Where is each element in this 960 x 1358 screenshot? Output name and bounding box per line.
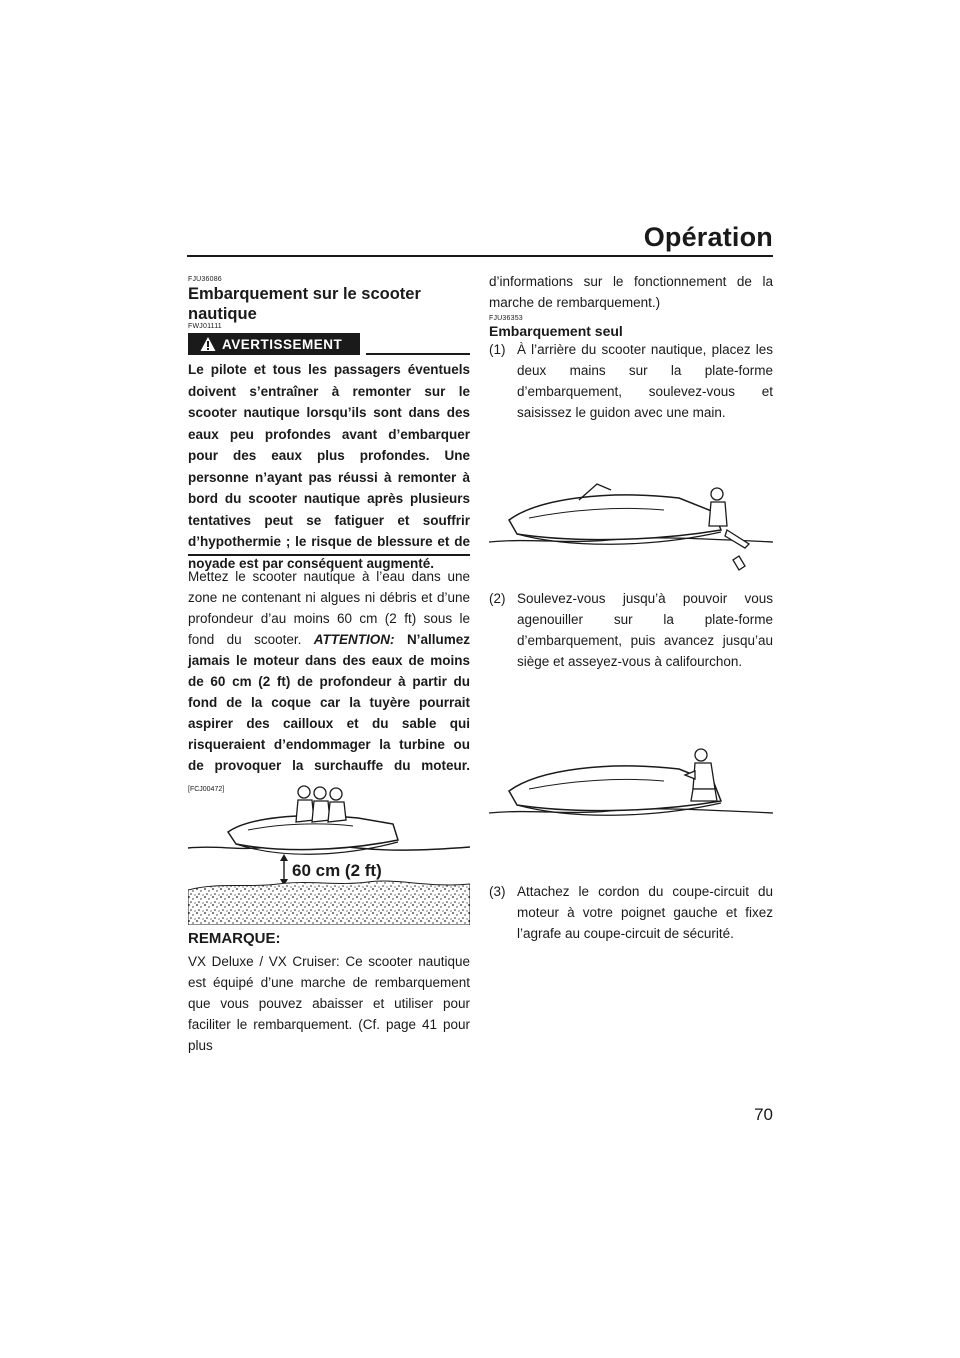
step-item xyxy=(489,881,773,944)
instruction-text: Mettez le scooter nautique à l’eau dans une zone ne contenant ni algues ni débris et d’une profondeur d’au moins 60 cm (2 ft) sous le fond du scooter. xyxy=(188,569,470,647)
step-item xyxy=(489,588,773,672)
attention-code: [FCJ00472] xyxy=(188,786,225,793)
depth-illustration xyxy=(188,760,470,925)
step-text: Soulevez-vous jusqu’à pouvoir vous agenouiller sur la plate-forme d’embarquement, puis avancez jusqu’au siège et asseyez-vous à califourchon. xyxy=(517,591,773,669)
section-heading: Embarquement sur le scooter nautique xyxy=(188,285,421,323)
subsection-heading: Embarquement seul xyxy=(489,323,623,339)
step-text: À l’arrière du scooter nautique, placez les deux mains sur la plate-forme d’embarquement, soulevez-vous et saisissez le guidon avec une main. xyxy=(517,342,773,420)
warning-text: Le pilote et tous les passagers éventuels doivent s’entraîner à remonter sur le scooter nautique lorsqu’ils sont dans des eaux peu profondes avant d’embarquer pour des eaux plus profondes. Une personne n’ayant pas réussi à remonter à bord du scooter nautique après plusieurs tentatives peut se fatiguer et souffrir d’hypothermie ; le risque de blessure et de noyade est par conséquent augmenté. xyxy=(188,362,470,571)
step1-illustration xyxy=(489,470,773,580)
step-number: (2) xyxy=(489,591,506,606)
warning-rule-top xyxy=(366,353,470,355)
section-code: FJU36086 xyxy=(188,276,222,283)
title-rule xyxy=(187,255,773,257)
warning-label: AVERTISSEMENT xyxy=(222,336,343,352)
subsection-code: FJU36353 xyxy=(489,315,523,322)
warning-code: FWJ01111 xyxy=(188,323,222,330)
step-text: Attachez le cordon du coupe-circuit du moteur à votre poignet gauche et fixez l’agrafe au coupe-circuit de sécurité. xyxy=(517,884,773,941)
attention-text: N’allumez jamais le moteur dans des eaux de moins de 60 cm (2 ft) de profondeur à partir du fond de la coque car la tuyère pourrait aspirer des cailloux et du sable qui risqueraient d’endommager la turbine ou de provoquer la surchauffe du moteur. xyxy=(188,632,470,773)
depth-label: 60 cm (2 ft) xyxy=(292,861,382,880)
step2-illustration xyxy=(489,735,773,835)
step-item xyxy=(489,339,773,423)
continued-text: d’informations sur le fonctionnement de la marche de rembarquement.) xyxy=(489,274,773,310)
step-number: (1) xyxy=(489,342,506,357)
step-number: (3) xyxy=(489,884,506,899)
warning-triangle-icon xyxy=(200,336,216,352)
remark-text: VX Deluxe / VX Cruiser: Ce scooter nautique est équipé d’une marche de rembarquement que vous pouvez abaisser et utiliser pour faciliter le rembarquement. (Cf. page 41 pour plus xyxy=(188,954,470,1053)
attention-label: ATTENTION: xyxy=(313,632,395,647)
remark-heading: REMARQUE: xyxy=(188,930,281,947)
page-number: 70 xyxy=(754,1105,773,1124)
warning-rule-bottom xyxy=(188,554,470,556)
page-title: Opération xyxy=(643,222,773,252)
warning-badge xyxy=(188,333,360,355)
